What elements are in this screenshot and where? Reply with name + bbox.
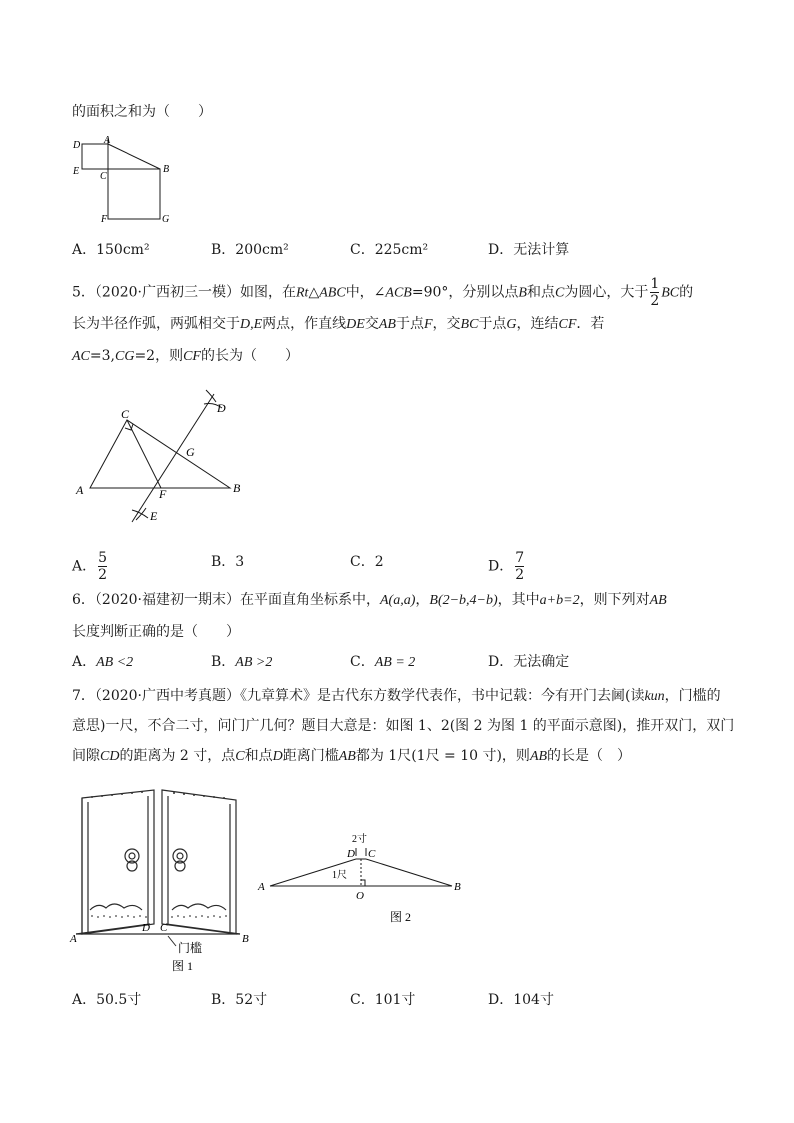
- q5-arc-e: [132, 510, 148, 518]
- q7-fig1-label-b: B: [242, 933, 249, 945]
- q4-label-b: B: [163, 164, 170, 175]
- q4-option-c[interactable]: C．225cm²: [350, 242, 429, 258]
- q7-fig2-label-o: O: [356, 890, 364, 902]
- q6-line-2: 长度判断正确的是（ ）: [72, 624, 240, 640]
- q7-figure-1-doors: [68, 784, 258, 976]
- q4-small-square: [82, 144, 108, 169]
- q4-label-g: G: [162, 214, 170, 225]
- q6-option-d[interactable]: D．无法确定: [488, 654, 570, 670]
- q7-figure-2-plan: [252, 826, 472, 934]
- q5-option-a[interactable]: A． $\frac{5}{2}$: [72, 550, 108, 583]
- q7-fig2-door-bc: [366, 859, 452, 886]
- q7-line-2: 意思)一尺，不合二寸，问门广几何？题目大意是：如图 1、2(图 2 为图 1 的平面示意图)，推开双门，双门: [72, 718, 735, 734]
- q7-line-3: 间隙CD的距离为 2 寸，点C和点D距离门槛AB都为 1尺(1尺 = 10 寸)，则AB的长是（ ）: [72, 748, 632, 764]
- q4-hypotenuse-ab: [108, 144, 160, 169]
- q4-option-b[interactable]: B．200cm²: [211, 242, 289, 258]
- q7-left-door: [82, 790, 154, 934]
- q7-fig1-label-a: A: [70, 933, 77, 945]
- q4-option-a[interactable]: A．150cm²: [72, 242, 150, 258]
- q5-label-g: G: [186, 445, 195, 459]
- q4-label-f: F: [101, 214, 108, 225]
- q4-label-c: C: [100, 171, 107, 182]
- q6-option-c[interactable]: C．AB = 2: [350, 654, 416, 670]
- q7-fig2-two-cun: 2寸: [352, 834, 367, 845]
- q7-fig1-sill-label: 门槛: [178, 941, 203, 955]
- q6-option-b[interactable]: B．AB >2: [211, 654, 273, 670]
- q5-option-b[interactable]: B．3: [211, 554, 245, 570]
- q5-label-e: E: [150, 509, 158, 523]
- q7-fig1-label-c: C: [160, 922, 168, 934]
- q5-line-de: [132, 394, 214, 522]
- q5-label-c: C: [121, 407, 130, 421]
- q4-large-square: [108, 169, 160, 219]
- q5-label-a: A: [76, 483, 84, 497]
- q7-option-d[interactable]: D．104寸: [488, 992, 554, 1008]
- q7-fig2-label-a: A: [258, 881, 265, 893]
- q5-label-f: F: [159, 487, 167, 501]
- q7-option-a[interactable]: A．50.5寸: [72, 992, 142, 1008]
- q5-fraction-half: $\frac{1}{2}$: [650, 276, 660, 309]
- q7-fig2-label-b: B: [454, 881, 461, 893]
- q7-fig2-one-chi: 1尺: [332, 870, 347, 881]
- q7-fig1-caption: 图 1: [172, 959, 194, 973]
- q7-fig2-caption: 图 2: [390, 910, 412, 924]
- q5-label-d: D: [217, 401, 226, 415]
- q5-segment-cf: [127, 420, 161, 488]
- q6-line-1: 6．（2020·福建初一期末）在平面直角坐标系中，A(a,a)，B(2−b,4−b)，其中a+b=2，则下列对AB: [72, 592, 667, 608]
- q7-option-b[interactable]: B．52寸: [211, 992, 268, 1008]
- q5-line-1: 5．（2020·广西初三一模）如图，在Rt△ABC中，∠ACB=90°，分别以点B和点C为圆心，大于 $\frac{1}{2}$ BC的: [72, 276, 694, 309]
- q7-line-1: 7．（2020·广西中考真题）《九章算术》是古代东方数学代表作，书中记载：今有开门去阃(读kun，门槛的: [72, 688, 721, 704]
- q7-fig2-label-d: D: [347, 848, 355, 860]
- q5-line-3: AC=3,CG=2，则CF的长为（ ）: [72, 348, 299, 364]
- q4-stem-tail: 的面积之和为（ ）: [72, 104, 212, 120]
- q4-label-a: A: [104, 135, 111, 146]
- q7-fig1-label-d: D: [142, 922, 150, 934]
- q4-label-e: E: [73, 166, 80, 177]
- q7-right-door: [162, 790, 236, 934]
- q4-option-d[interactable]: D．无法计算: [488, 242, 570, 258]
- q7-fig2-label-c: C: [368, 848, 376, 860]
- q5-label-b: B: [233, 481, 241, 495]
- q7-option-c[interactable]: C．101寸: [350, 992, 416, 1008]
- q5-option-d[interactable]: D． $\frac{7}{2}$: [488, 550, 525, 583]
- q5-figure: [70, 382, 260, 532]
- q6-option-a[interactable]: A．AB <2: [72, 654, 134, 670]
- q4-label-d: D: [73, 140, 81, 151]
- q5-option-c[interactable]: C．2: [350, 554, 384, 570]
- q4-figure: [68, 134, 178, 226]
- q5-line-2: 长为半径作弧，两弧相交于D,E两点，作直线DE交AB于点F，交BC于点G，连结CF．若: [72, 316, 605, 332]
